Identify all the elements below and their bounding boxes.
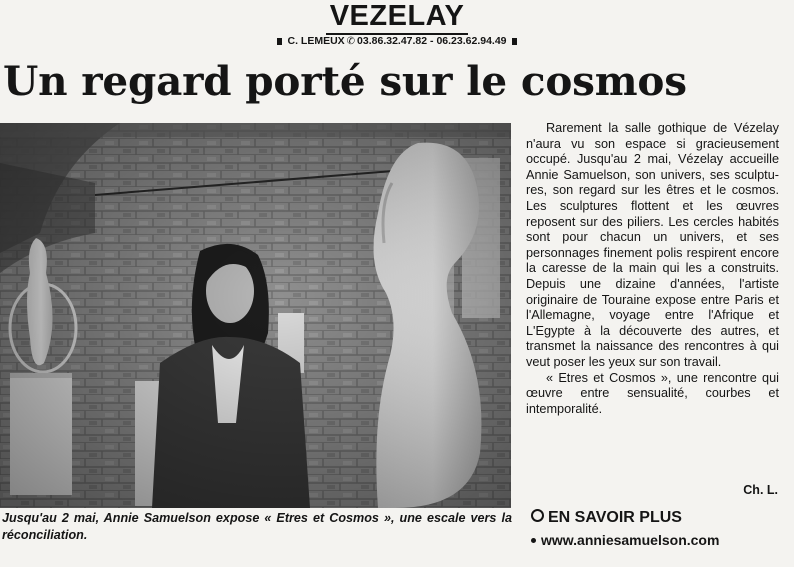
town-banner	[0, 0, 794, 35]
telephone-icon: ✆	[346, 36, 356, 47]
exhibition-photo	[0, 123, 511, 508]
website-link[interactable]	[531, 531, 781, 549]
dot-bullet-icon	[531, 538, 536, 543]
circle-bullet-icon	[531, 509, 544, 522]
square-bullet-icon	[277, 38, 282, 45]
phone-numbers: 03.86.32.47.82 - 06.23.62.94.49	[357, 35, 507, 47]
photo-caption: Jusqu'au 2 mai, Annie Samuelson expose « Etres et Cosmos », une escale vers la réconciliation.	[2, 511, 512, 542]
square-bullet-icon	[512, 38, 517, 45]
article-headline: Un regard porté sur le cosmos	[3, 57, 687, 105]
info-box-title	[531, 508, 781, 528]
info-box-title-text: EN SAVOIR PLUS	[548, 509, 682, 526]
article-paragraph: Rarement la salle gothique de Vézelay n'aura vu son espace si gracieusement occupé. Jusqu'au 2 mai, Vézelay accueille Annie Samuelson, son univers, ses sculptures, son regard sur les êtres et le cosmos. Les sculptures flottent et les œuvres reposent sur des piliers. Les cercles habités sont pour chacun un univers, et ses personnages finement polis respirent encore la caresse de la main qui les a construits. Depuis une dizaine d'années, l'artiste originaire de Touraine expose entre Paris et l'Allemagne, voyage entre l'Afrique et L'Egypte à la découverte des autres, et transmet la naissance des rencontres à qui veut poser les yeux sur son travail.	[526, 121, 779, 369]
town-name: VEZELAY	[326, 0, 469, 35]
correspondent-name: C. LEMEUX	[287, 35, 345, 47]
author-byline: Ch. L.	[743, 483, 778, 497]
website-url[interactable]: www.anniesamuelson.com	[541, 532, 720, 548]
correspondent-line	[0, 35, 794, 48]
article-paragraph: « Etres et Cosmos », une rencontre qui œuvre entre sensualité, courbes et intemporalité.	[526, 370, 779, 416]
article-body	[526, 121, 779, 417]
